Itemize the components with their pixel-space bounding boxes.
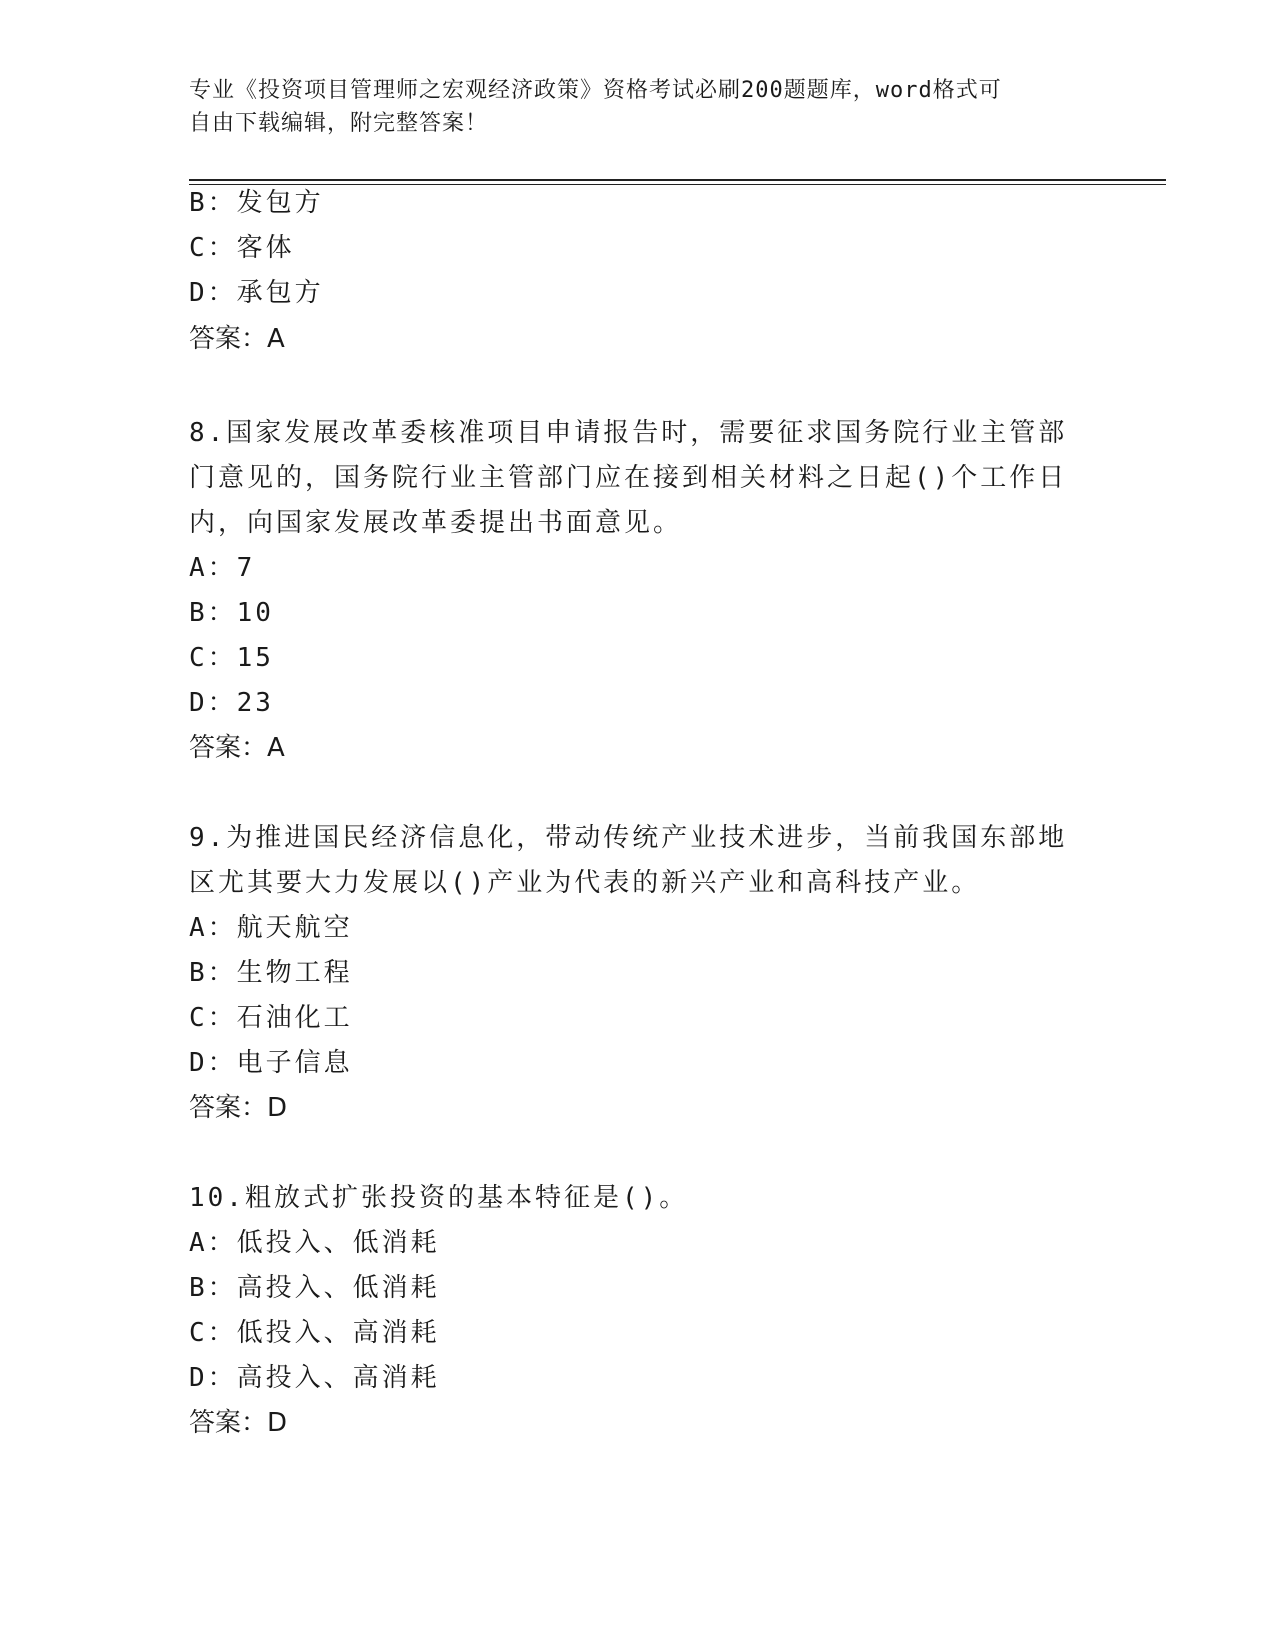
- header-rule-thick: [189, 179, 1166, 181]
- question-8-line-3: 内，向国家发展改革委提出书面意见。: [189, 508, 683, 538]
- document-header: [189, 74, 1089, 140]
- question-9-option-b: B：生物工程: [189, 958, 353, 988]
- question-9-line-1: 9.为推进国民经济信息化，带动传统产业技术进步，当前我国东部地: [189, 823, 1068, 853]
- question-10-option-a: A：低投入、低消耗: [189, 1228, 440, 1258]
- answer: 答案：A: [189, 324, 285, 354]
- question-10-answer: 答案：D: [189, 1408, 288, 1438]
- question-10-option-d: D：高投入、高消耗: [189, 1363, 440, 1393]
- option-c: C：客体: [189, 233, 295, 263]
- question-9-option-d: D：电子信息: [189, 1048, 353, 1078]
- question-10-line-1: 10.粗放式扩张投资的基本特征是()。: [189, 1183, 689, 1213]
- header-rule-thin: [189, 184, 1166, 185]
- question-8-line-1: 8.国家发展改革委核准项目申请报告时，需要征求国务院行业主管部: [189, 418, 1068, 448]
- question-10-option-c: C：低投入、高消耗: [189, 1318, 440, 1348]
- option-b: B：发包方: [189, 188, 324, 218]
- question-8-option-b: B：10: [189, 598, 274, 628]
- header-line-2: 自由下载编辑，附完整答案！: [189, 111, 489, 136]
- question-8-option-a: A：7: [189, 553, 256, 583]
- question-9-answer: 答案：D: [189, 1093, 288, 1123]
- question-9-option-c: C：石油化工: [189, 1003, 353, 1033]
- header-line-1: 专业《投资项目管理师之宏观经济政策》资格考试必刷200题题库，word格式可: [189, 78, 1002, 103]
- question-8-line-2: 门意见的，国务院行业主管部门应在接到相关材料之日起()个工作日: [189, 463, 1068, 493]
- question-9-line-2: 区尤其要大力发展以()产业为代表的新兴产业和高科技产业。: [189, 868, 981, 898]
- question-10-option-b: B：高投入、低消耗: [189, 1273, 440, 1303]
- question-8-answer: 答案：A: [189, 733, 285, 763]
- question-8-option-d: D：23: [189, 688, 274, 718]
- option-d: D：承包方: [189, 278, 324, 308]
- question-9-option-a: A：航天航空: [189, 913, 353, 943]
- question-8-option-c: C：15: [189, 643, 274, 673]
